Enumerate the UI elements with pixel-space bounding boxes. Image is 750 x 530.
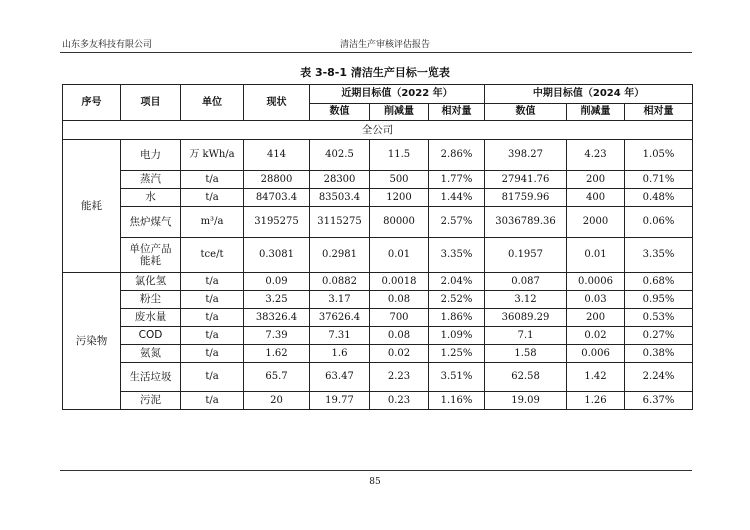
- mid-relative-cell: 2.24%: [625, 363, 693, 392]
- unit-cell: t/a: [181, 189, 244, 207]
- near-reduction-cell: 11.5: [370, 140, 429, 171]
- near-relative-cell: 1.44%: [429, 189, 485, 207]
- near-reduction-cell: 0.08: [370, 327, 429, 345]
- mid-relative-cell: 0.06%: [625, 207, 693, 238]
- mid-reduction-cell: 1.42: [567, 363, 625, 392]
- table-row: [63, 189, 693, 207]
- item-cell: 单位产品 能耗: [121, 238, 181, 273]
- current-cell: 414: [244, 140, 310, 171]
- mid-reduction-cell: 0.03: [567, 291, 625, 309]
- near-relative-cell: 1.77%: [429, 171, 485, 189]
- mid-reduction-cell: 4.23: [567, 140, 625, 171]
- item-cell: 污泥: [121, 392, 181, 410]
- near-reduction-cell: 500: [370, 171, 429, 189]
- near-value-cell: 83503.4: [310, 189, 370, 207]
- mid-relative-cell: 0.53%: [625, 309, 693, 327]
- mid-relative-cell: 0.38%: [625, 345, 693, 363]
- near-relative-cell: 1.25%: [429, 345, 485, 363]
- mid-reduction-header: 削减量: [567, 104, 625, 121]
- col-unit-header: 单位: [181, 85, 244, 121]
- item-cell: 氯化氢: [121, 273, 181, 291]
- near-relative-cell: 2.57%: [429, 207, 485, 238]
- near-reduction-cell: 2.23: [370, 363, 429, 392]
- unit-cell: t/a: [181, 309, 244, 327]
- near-reduction-cell: 0.01: [370, 238, 429, 273]
- unit-cell: t/a: [181, 171, 244, 189]
- table-row: [63, 140, 693, 171]
- report-title: 清洁生产审核评估报告: [340, 40, 431, 50]
- mid-reduction-cell: 0.02: [567, 327, 625, 345]
- near-value-cell: 0.0882: [310, 273, 370, 291]
- mid-value-cell: 36089.29: [485, 309, 567, 327]
- unit-cell: tce/t: [181, 238, 244, 273]
- near-relative-header: 相对量: [429, 104, 485, 121]
- unit-cell: 万 kWh/a: [181, 140, 244, 171]
- near-reduction-cell: 0.02: [370, 345, 429, 363]
- mid-value-cell: 398.27: [485, 140, 567, 171]
- category-cell: 能耗: [63, 140, 121, 273]
- mid-relative-cell: 0.71%: [625, 171, 693, 189]
- mid-reduction-cell: 0.0006: [567, 273, 625, 291]
- near-reduction-cell: 0.23: [370, 392, 429, 410]
- table-row: [63, 327, 693, 345]
- item-cell: 水: [121, 189, 181, 207]
- current-cell: 3.25: [244, 291, 310, 309]
- current-cell: 65.7: [244, 363, 310, 392]
- table-row: [63, 363, 693, 392]
- table-row: [63, 392, 693, 410]
- category-cell: 污染物: [63, 273, 121, 410]
- near-relative-cell: 2.52%: [429, 291, 485, 309]
- col-seq-header: 序号: [63, 85, 121, 121]
- unit-cell: t/a: [181, 363, 244, 392]
- company-name: 山东多友科技有限公司: [62, 40, 153, 50]
- table-row: [63, 238, 693, 273]
- current-cell: 84703.4: [244, 189, 310, 207]
- table-row: [63, 345, 693, 363]
- current-cell: 7.39: [244, 327, 310, 345]
- mid-relative-header: 相对量: [625, 104, 693, 121]
- table-row: [63, 273, 693, 291]
- near-relative-cell: 2.04%: [429, 273, 485, 291]
- mid-value-cell: 27941.76: [485, 171, 567, 189]
- near-value-cell: 63.47: [310, 363, 370, 392]
- item-cell: 蒸汽: [121, 171, 181, 189]
- item-cell: 生活垃圾: [121, 363, 181, 392]
- near-value-cell: 1.6: [310, 345, 370, 363]
- near-value-cell: 19.77: [310, 392, 370, 410]
- near-value-cell: 28300: [310, 171, 370, 189]
- mid-value-cell: 7.1: [485, 327, 567, 345]
- item-cell: 氨氮: [121, 345, 181, 363]
- col-item-header: 项目: [121, 85, 181, 121]
- mid-term-group-header: 中期目标值（2024 年）: [485, 85, 693, 104]
- near-value-cell: 7.31: [310, 327, 370, 345]
- unit-cell: t/a: [181, 327, 244, 345]
- mid-relative-cell: 6.37%: [625, 392, 693, 410]
- mid-value-cell: 1.58: [485, 345, 567, 363]
- near-reduction-cell: 700: [370, 309, 429, 327]
- current-cell: 3195275: [244, 207, 310, 238]
- item-cell: 焦炉煤气: [121, 207, 181, 238]
- unit-cell: t/a: [181, 345, 244, 363]
- mid-reduction-cell: 200: [567, 309, 625, 327]
- mid-reduction-cell: 0.01: [567, 238, 625, 273]
- header-divider: [60, 52, 692, 53]
- near-value-cell: 402.5: [310, 140, 370, 171]
- mid-value-cell: 3.12: [485, 291, 567, 309]
- item-cell: COD: [121, 327, 181, 345]
- near-relative-cell: 1.16%: [429, 392, 485, 410]
- near-reduction-cell: 80000: [370, 207, 429, 238]
- near-relative-cell: 1.86%: [429, 309, 485, 327]
- mid-relative-cell: 3.35%: [625, 238, 693, 273]
- current-cell: 38326.4: [244, 309, 310, 327]
- table-row: [63, 171, 693, 189]
- mid-relative-cell: 0.27%: [625, 327, 693, 345]
- near-value-cell: 37626.4: [310, 309, 370, 327]
- footer-divider: [60, 470, 692, 471]
- item-cell: 废水量: [121, 309, 181, 327]
- mid-reduction-cell: 1.26: [567, 392, 625, 410]
- near-value-cell: 3115275: [310, 207, 370, 238]
- near-value-cell: 3.17: [310, 291, 370, 309]
- mid-value-cell: 19.09: [485, 392, 567, 410]
- unit-cell: t/a: [181, 291, 244, 309]
- item-cell: 粉尘: [121, 291, 181, 309]
- item-cell: 电力: [121, 140, 181, 171]
- table-row: [63, 291, 693, 309]
- mid-value-cell: 81759.96: [485, 189, 567, 207]
- table-row: [63, 207, 693, 238]
- near-relative-cell: 3.35%: [429, 238, 485, 273]
- unit-cell: t/a: [181, 273, 244, 291]
- mid-value-cell: 0.087: [485, 273, 567, 291]
- mid-relative-cell: 0.48%: [625, 189, 693, 207]
- section-label: 全公司: [63, 121, 693, 140]
- near-reduction-cell: 0.0018: [370, 273, 429, 291]
- mid-relative-cell: 0.68%: [625, 273, 693, 291]
- mid-relative-cell: 0.95%: [625, 291, 693, 309]
- current-cell: 28800: [244, 171, 310, 189]
- near-term-group-header: 近期目标值（2022 年）: [310, 85, 485, 104]
- near-reduction-cell: 1200: [370, 189, 429, 207]
- near-relative-cell: 3.51%: [429, 363, 485, 392]
- targets-table: [62, 84, 693, 410]
- near-reduction-header: 削减量: [370, 104, 429, 121]
- mid-reduction-cell: 0.006: [567, 345, 625, 363]
- near-relative-cell: 1.09%: [429, 327, 485, 345]
- mid-value-cell: 0.1957: [485, 238, 567, 273]
- table-row: [63, 309, 693, 327]
- mid-reduction-cell: 200: [567, 171, 625, 189]
- near-value-header: 数值: [310, 104, 370, 121]
- current-cell: 1.62: [244, 345, 310, 363]
- mid-relative-cell: 1.05%: [625, 140, 693, 171]
- unit-cell: m³/a: [181, 207, 244, 238]
- mid-reduction-cell: 2000: [567, 207, 625, 238]
- page-number: 85: [369, 477, 381, 487]
- mid-value-cell: 62.58: [485, 363, 567, 392]
- current-cell: 0.09: [244, 273, 310, 291]
- near-relative-cell: 2.86%: [429, 140, 485, 171]
- current-cell: 0.3081: [244, 238, 310, 273]
- unit-cell: t/a: [181, 392, 244, 410]
- col-current-header: 现状: [244, 85, 310, 121]
- mid-reduction-cell: 400: [567, 189, 625, 207]
- current-cell: 20: [244, 392, 310, 410]
- mid-value-header: 数值: [485, 104, 567, 121]
- mid-value-cell: 3036789.36: [485, 207, 567, 238]
- table-title: 表 3-8-1 清洁生产目标一览表: [300, 66, 450, 79]
- near-reduction-cell: 0.08: [370, 291, 429, 309]
- near-value-cell: 0.2981: [310, 238, 370, 273]
